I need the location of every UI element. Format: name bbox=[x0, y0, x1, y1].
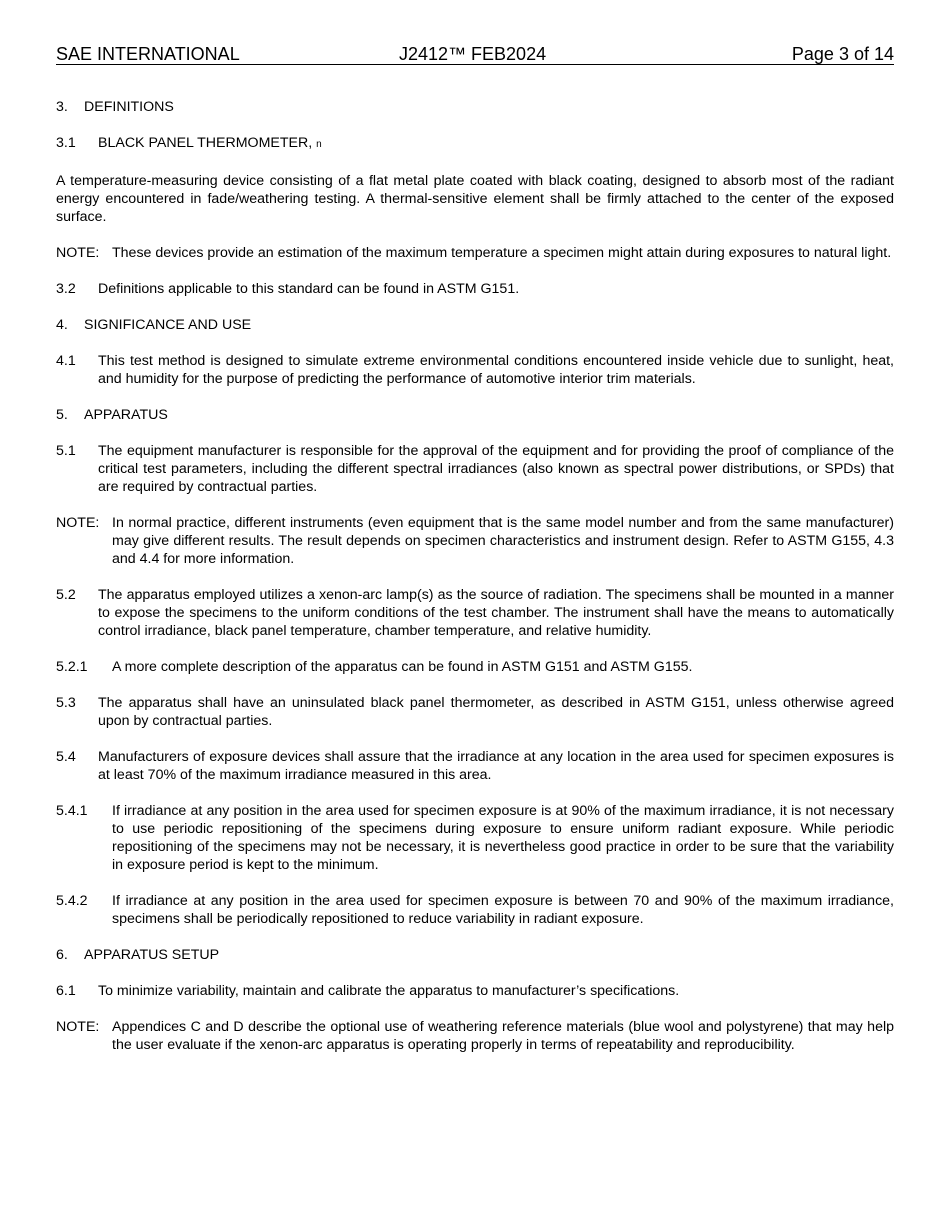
document-page bbox=[56, 43, 894, 1054]
section-5-2: 5.2 The apparatus employed utilizes a xenon-arc lamp(s) as the source of radiation. The specimens shall be mounted in a manner to expose the specimens to the uniform conditions of the test chamber. The instrument shall have the means to automatically control irradiance, black panel temperature, chamber temperature, and relative humidity. bbox=[56, 587, 894, 639]
header-org: SAE INTERNATIONAL bbox=[56, 44, 240, 64]
section-4-heading: 4. SIGNIFICANCE AND USE bbox=[56, 317, 252, 333]
section-3-2: 3.2 Definitions applicable to this standard can be found in ASTM G151. bbox=[56, 281, 520, 297]
section-5-1-note: NOTE: In normal practice, different instruments (even equipment that is the same model number and from the same manufacturer) may give different results. The result depends on specimen characteristics and instrument design. Refer to ASTM G155, 4.3 and 4.4 for more information. bbox=[56, 515, 894, 567]
section-6-1-note: NOTE: Appendices C and D describe the optional use of weathering reference materials (blue wool and polystyrene) that may help the user evaluate if the xenon-arc apparatus is operating properly in terms of repeatability and reproducibility. bbox=[56, 1019, 894, 1053]
page-header bbox=[56, 43, 894, 65]
section-4-1: 4.1 This test method is designed to simulate extreme environmental conditions encountered inside vehicle due to sunlight, heat, and humidity for the purpose of predicting the performance of automotive interior trim materials. bbox=[56, 353, 894, 387]
section-5-4-2: 5.4.2 If irradiance at any position in the area used for specimen exposure is between 70 and 90% of the maximum irradiance, specimens shall be periodically repositioned to reduce variability in radiant exposure. bbox=[56, 893, 894, 927]
section-3-1-body: A temperature-measuring device consisting of a flat metal plate coated with black coating, designed to absorb most of the radiant energy encountered in fade/weathering testing. A thermal-sensitive element shall be firmly attached to the center of the exposed surface. bbox=[56, 173, 894, 225]
section-6-1: 6.1 To minimize variability, maintain and calibrate the apparatus to manufacturer’s specifications. bbox=[56, 983, 680, 999]
section-5-2-1: 5.2.1 A more complete description of the apparatus can be found in ASTM G151 and ASTM G155. bbox=[56, 659, 693, 675]
section-5-heading: 5. APPARATUS bbox=[56, 407, 168, 423]
section-5-1: 5.1 The equipment manufacturer is responsible for the approval of the equipment and for providing the proof of compliance of the critical test parameters, including the different spectral irradiances (also known as spectral power distributions, or SPDs) that are required by contractual parties. bbox=[56, 443, 894, 495]
section-5-4: 5.4 Manufacturers of exposure devices shall assure that the irradiance at any location in the area used for specimen exposures is at least 70% of the maximum irradiance measured in this area. bbox=[56, 749, 894, 783]
section-5-4-1: 5.4.1 If irradiance at any position in the area used for specimen exposure is at 90% of the maximum irradiance, it is not necessary to use periodic repositioning of the specimens during exposure to ensure uniform radiant exposure. While periodic repositioning of the specimens may not be necessary, it is nevertheless good practice in order to be sure that the variability in exposure period is kept to the minimum. bbox=[56, 803, 894, 873]
header-doc-id: J2412™ FEB2024 bbox=[399, 44, 547, 64]
section-5-3: 5.3 The apparatus shall have an uninsulated black panel thermometer, as described in ASTM G151, unless otherwise agreed upon by contractual parties. bbox=[56, 695, 894, 729]
header-page-number: Page 3 of 14 bbox=[791, 44, 894, 64]
section-3-1-note: NOTE: These devices provide an estimation of the maximum temperature a specimen might attain during exposures to natural light. bbox=[56, 245, 892, 261]
section-6-heading: 6. APPARATUS SETUP bbox=[56, 947, 220, 963]
section-3-1-heading: 3.1 BLACK PANEL THERMOMETER, n bbox=[56, 135, 322, 151]
section-3-heading: 3. DEFINITIONS bbox=[56, 99, 174, 115]
